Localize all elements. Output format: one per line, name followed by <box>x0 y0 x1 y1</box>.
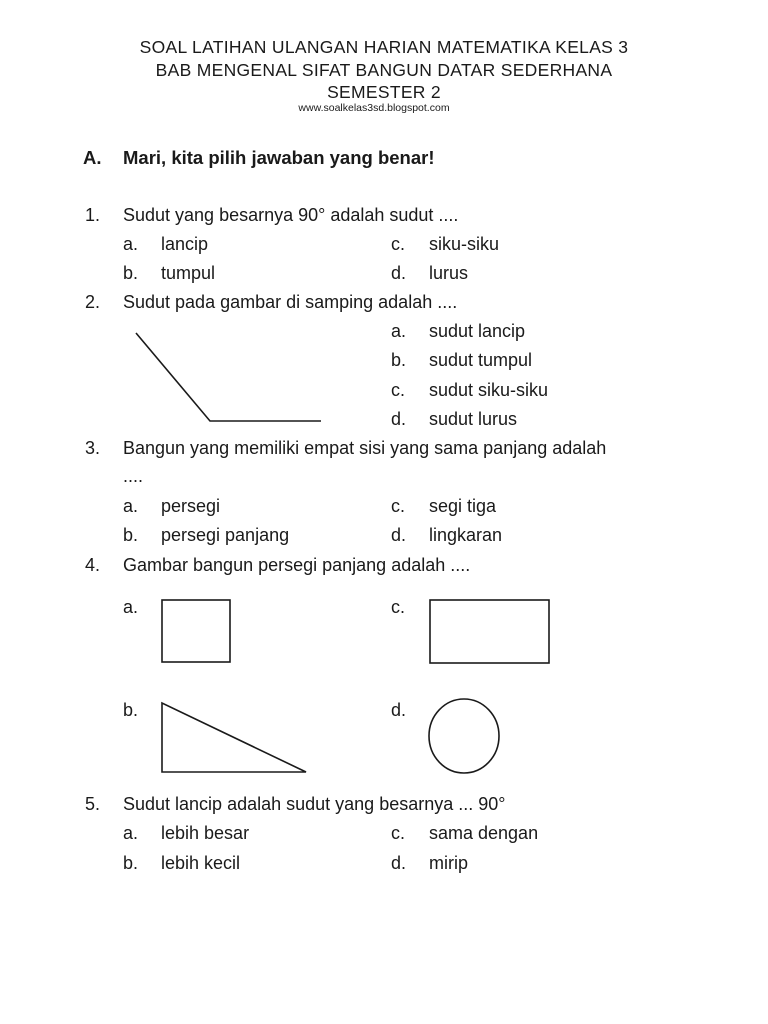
option-text-d: lingkaran <box>429 525 503 545</box>
option-letter-d: d. <box>391 409 407 429</box>
option-letter-c: c. <box>391 234 406 254</box>
option-text-c: segi tiga <box>429 496 497 516</box>
question-number: 4. <box>85 555 101 575</box>
option-text-b: persegi panjang <box>161 525 290 545</box>
question-text: Sudut pada gambar di samping adalah .... <box>123 292 458 312</box>
option-text-a: persegi <box>161 496 221 516</box>
option-text-d: lurus <box>429 263 469 283</box>
section-title: Mari, kita pilih jawaban yang benar! <box>123 147 435 168</box>
option-text-d: mirip <box>429 853 468 873</box>
title-line-2: BAB MENGENAL SIFAT BANGUN DATAR SEDERHANA <box>155 60 613 80</box>
option-letter-d: d. <box>391 525 407 545</box>
option-letter-b: b. <box>123 525 139 545</box>
question-number: 1. <box>85 205 101 225</box>
option-letter-d: d. <box>391 263 407 283</box>
question-number: 2. <box>85 292 101 312</box>
option-text-b: lebih kecil <box>161 853 241 873</box>
option-letter-b: b. <box>123 853 139 873</box>
question-text: Bangun yang memiliki empat sisi yang sama panjang adalah <box>123 438 607 458</box>
section-letter: A. <box>83 147 102 168</box>
title-line-3: SEMESTER 2 <box>327 82 441 102</box>
option-letter-c: c. <box>391 380 406 400</box>
option-text-b: sudut tumpul <box>429 350 533 370</box>
question-text: Sudut yang besarnya 90° adalah sudut .... <box>123 205 459 225</box>
option-letter-a: a. <box>123 597 139 617</box>
option-letter-a: a. <box>123 496 139 516</box>
question-text-continuation: .... <box>123 466 144 486</box>
option-letter-c: c. <box>391 597 406 617</box>
square-shape <box>162 600 230 662</box>
option-text-c: sama dengan <box>429 823 539 843</box>
question-number: 3. <box>85 438 101 458</box>
option-letter-c: c. <box>391 823 406 843</box>
option-letter-d: d. <box>391 853 407 873</box>
obtuse-angle-figure <box>136 333 321 421</box>
option-text-c: siku-siku <box>429 234 500 254</box>
option-text-c: sudut siku-siku <box>429 380 549 400</box>
option-text-b: tumpul <box>161 263 216 283</box>
circle-shape <box>429 699 499 773</box>
option-letter-b: b. <box>391 350 407 370</box>
option-letter-a: a. <box>391 321 407 341</box>
question-number: 5. <box>85 794 101 814</box>
option-letter-a: a. <box>123 234 139 254</box>
rectangle-shape <box>430 600 549 663</box>
title-line-1: SOAL LATIHAN ULANGAN HARIAN MATEMATIKA KELAS 3 <box>139 37 629 57</box>
option-text-a: lancip <box>161 234 209 254</box>
question-text: Gambar bangun persegi panjang adalah .... <box>123 555 471 575</box>
option-text-a: sudut lancip <box>429 321 526 341</box>
option-letter-b: b. <box>123 700 139 720</box>
right-triangle-shape <box>162 703 306 772</box>
option-letter-c: c. <box>391 496 406 516</box>
option-letter-d: d. <box>391 700 407 720</box>
option-text-d: sudut lurus <box>429 409 518 429</box>
option-letter-b: b. <box>123 263 139 283</box>
source-url: www.soalkelas3sd.blogspot.com <box>298 102 450 114</box>
option-text-a: lebih besar <box>161 823 250 843</box>
question-text: Sudut lancip adalah sudut yang besarnya ... 90° <box>123 794 506 814</box>
option-letter-a: a. <box>123 823 139 843</box>
